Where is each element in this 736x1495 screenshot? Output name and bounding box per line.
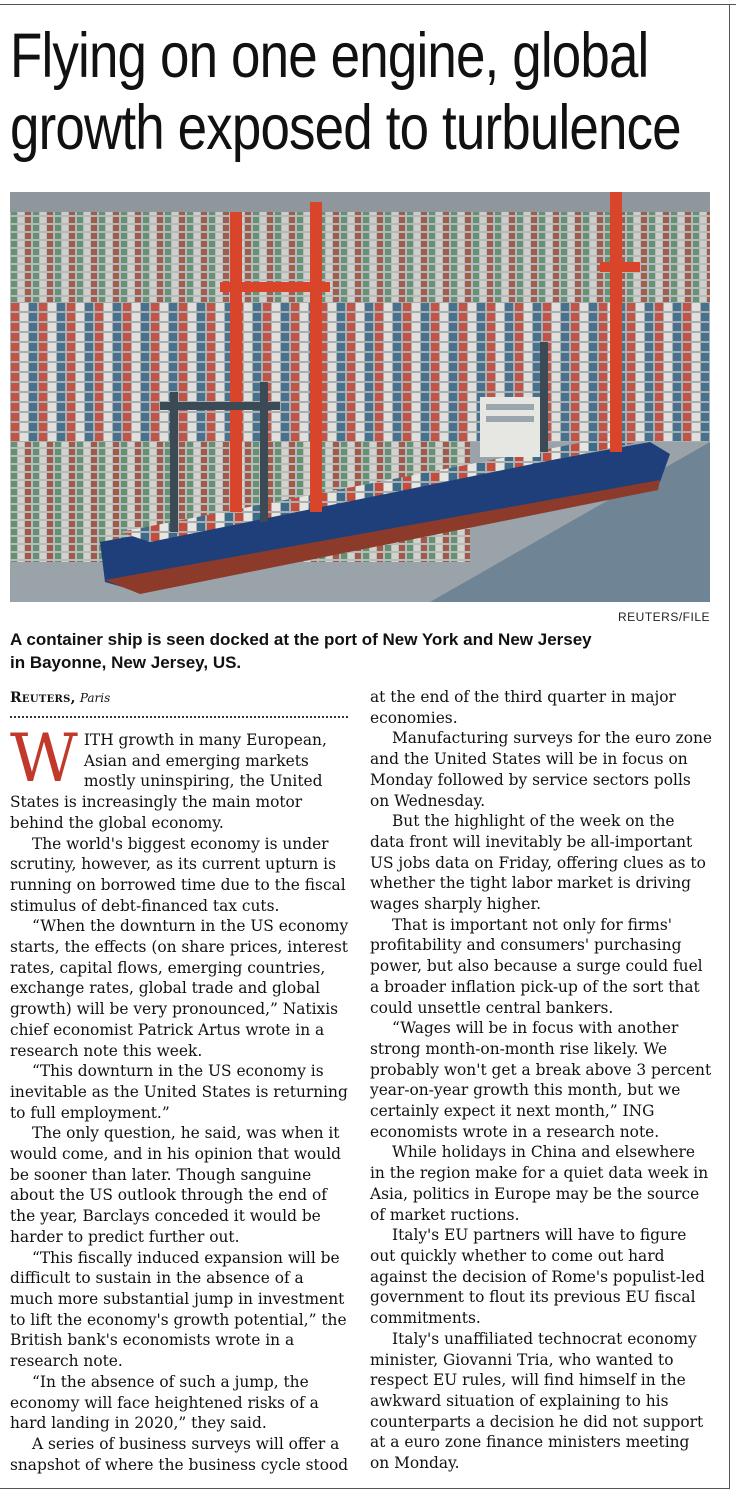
- paragraph: “Wages will be in focus with another strong month-on-month rise likely. We probably won't get a break above 3 percent year-on-year growth this month, but we certainly expect it next month,” ING economists wrote in a research note.: [370, 1019, 712, 1141]
- paragraph: But the highlight of the week on the data front will inevitably be all-important US jobs data on Friday, offering clues as to whether the tight labor market is driving wages sharply higher.: [370, 812, 706, 914]
- paragraph: The only question, he said, was when it would come, and in his opinion that would be sooner than later. Though sanguine about the US outlook through the end of the year, Barclays conceded it would be harder to predict further out.: [10, 1124, 341, 1246]
- byline: [10, 690, 110, 706]
- paragraph: “This downturn in the US economy is inevitable as the United States is returning to full employment.”: [10, 1062, 348, 1122]
- drop-cap: W: [10, 720, 78, 797]
- dotted-divider: [10, 716, 348, 718]
- paragraph: The world's biggest economy is under scrutiny, however, as its current upturn is running on borrowed time due to the fiscal stimulus of debt-financed tax cuts.: [10, 834, 346, 915]
- paragraph: “In the absence of such a jump, the economy will face heightened risks of a hard landing in 2020,” they said.: [10, 1372, 319, 1433]
- paragraph: Italy's EU partners will have to figure out quickly whether to come out hard against the decision of Rome's populist-led government to flout its previous EU fiscal commitments.: [370, 1226, 705, 1328]
- paragraph: Italy's unaffiliated technocrat economy minister, Giovanni Tria, who wanted to respect EU rules, will find himself in the awkward situation of explaining to his counterparts a decision he did not support at a euro zone finance ministers meeting on Monday.: [370, 1329, 704, 1473]
- paragraph: Manufacturing surveys for the euro zone and the United States will be in focus on Monday followed by service sectors polls on Wednesday.: [370, 729, 712, 810]
- paragraph: “This fiscally induced expansion will be difficult to sustain in the absence of a much more substantial jump in investment to lift the economy's growth potential,” the British bank's economists wrote in a research note.: [10, 1248, 347, 1371]
- paragraph: That is important not only for firms' profitability and consumers' purchasing power, but also because a surge could fuel a broader inflation pick-up of the sort that could unsettle central bankers.: [370, 915, 703, 1017]
- byline-place: Paris: [79, 691, 111, 705]
- headline: Flying on one engine, global growth exposed to turbulence: [10, 21, 681, 163]
- paragraph: While holidays in China and elsewhere in the region make for a quiet data week in Asia, politics in Europe may be the source of market ructions.: [370, 1143, 709, 1224]
- port-photo: [10, 192, 710, 602]
- photo-credit: REUTERS/FILE: [617, 610, 710, 624]
- column-left: [10, 720, 350, 1475]
- lead-text: ITH growth in many European, Asian and emerging markets mostly uninspiring, the United States is increasingly the main motor behind the global economy.: [10, 731, 327, 832]
- column-right: [370, 687, 712, 1474]
- paragraph: “When the downturn in the US economy starts, the effects (on share prices, interest rates, capital flows, emerging countries, exchange rates, global trade and global growth) will be very pronounced,” Natixis chief economist Patrick Artus wrote in a research note this week.: [10, 917, 349, 1060]
- byline-agency: Reuters,: [10, 690, 76, 706]
- photo-caption: A container ship is seen docked at the port of New York and New Jersey in Bayonne, New Jersey, US.: [10, 630, 592, 672]
- paragraph-continued: at the end of the third quarter in major economies.: [370, 688, 676, 727]
- right-rule: [729, 4, 730, 1489]
- bottom-rule: [0, 1488, 730, 1489]
- paragraph: A series of business surveys will offer a snapshot of where the business cycle stood: [10, 1434, 349, 1474]
- lead-paragraph: [10, 720, 350, 834]
- top-rule: [0, 4, 736, 5]
